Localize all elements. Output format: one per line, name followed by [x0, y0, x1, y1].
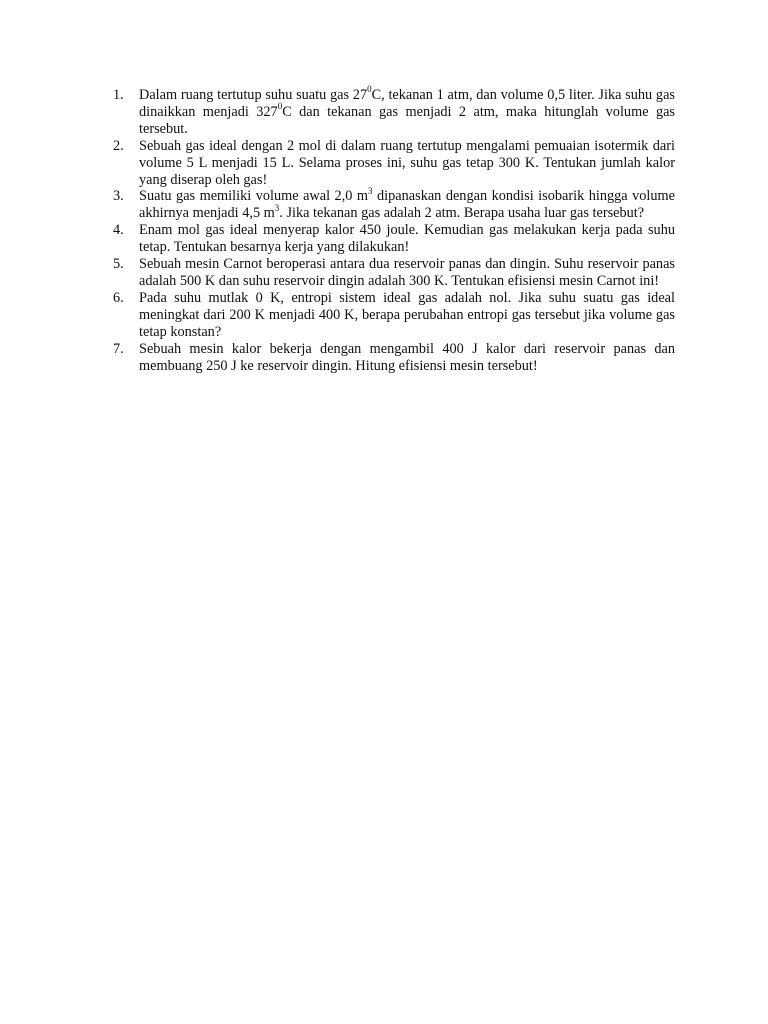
text-segment: Sebuah gas ideal dengan 2 mol di dalam ruang tertutup mengalami pemuaian isotermik dari volume 5 L menjadi 15 L. Selama proses ini, suhu gas tetap 300 K. Tentukan jumlah kalor yang diserap oleh gas! — [139, 137, 675, 188]
question-number: 6. — [113, 289, 124, 306]
question-text — [139, 290, 675, 341]
text-segment: Suatu gas memiliki volume awal 2,0 m — [139, 188, 369, 205]
question-item-4 — [113, 222, 675, 256]
text-segment: Enam mol gas ideal menyerap kalor 450 joule. Kemudian gas melakukan kerja pada suhu tetap. Tentukan besarnya kerja yang dilakukan! — [139, 222, 675, 256]
question-text — [139, 84, 675, 138]
text-segment: C, tekanan 1 atm, dan volume 0,5 liter. Jika suhu gas dinaikkan menjadi 327 — [139, 87, 675, 120]
text-segment: . Jika tekanan gas adalah 2 atm. Berapa usaha luar gas tersebut? — [279, 205, 645, 222]
question-item-5 — [113, 256, 675, 290]
text-segment: C dan tekanan gas menjadi 2 atm, maka hitunglah volume gas tersebut. — [139, 103, 675, 137]
question-item-6 — [113, 290, 675, 341]
question-number: 5. — [113, 256, 124, 273]
question-text — [139, 138, 675, 189]
superscript: 3 — [368, 185, 373, 196]
text-segment: dipanaskan dengan kondisi isobarik hingga volume akhirnya menjadi 4,5 m — [139, 188, 675, 222]
question-text — [139, 222, 675, 256]
question-number: 7. — [113, 340, 124, 357]
text-segment: Sebuah mesin Carnot beroperasi antara dua reservoir panas dan dingin. Suhu reservoir panas adalah 500 K dan suhu reservoir dingin adalah 300 K. Tentukan efisiensi mesin Carnot ini! — [139, 256, 675, 289]
question-number: 1. — [113, 87, 124, 103]
question-text — [139, 256, 675, 290]
question-number: 3. — [113, 188, 124, 205]
question-number: 2. — [113, 137, 124, 154]
question-text — [139, 185, 675, 222]
question-item-3 — [113, 185, 675, 222]
superscript: 0 — [277, 101, 283, 112]
question-item-7 — [113, 341, 675, 375]
text-segment: Dalam ruang tertutup suhu suatu gas 27 — [139, 87, 368, 103]
question-text — [139, 341, 675, 375]
question-item-2 — [113, 138, 675, 189]
question-number: 4. — [113, 222, 124, 239]
question-list — [113, 84, 675, 374]
superscript: 3 — [274, 202, 280, 213]
question-item-1 — [113, 84, 675, 138]
superscript: 0 — [367, 84, 372, 95]
text-segment: Sebuah mesin kalor bekerja dengan mengambil 400 J kalor dari reservoir panas dan membuang 250 J ke reservoir dingin. Hitung efisiensi mesin tersebut! — [139, 340, 675, 374]
text-segment: Pada suhu mutlak 0 K, entropi sistem ideal gas adalah nol. Jika suhu suatu gas ideal meningkat dari 200 K menjadi 400 K, berapa perubahan entropi gas tersebut jika volume gas tetap konstan? — [139, 289, 675, 340]
